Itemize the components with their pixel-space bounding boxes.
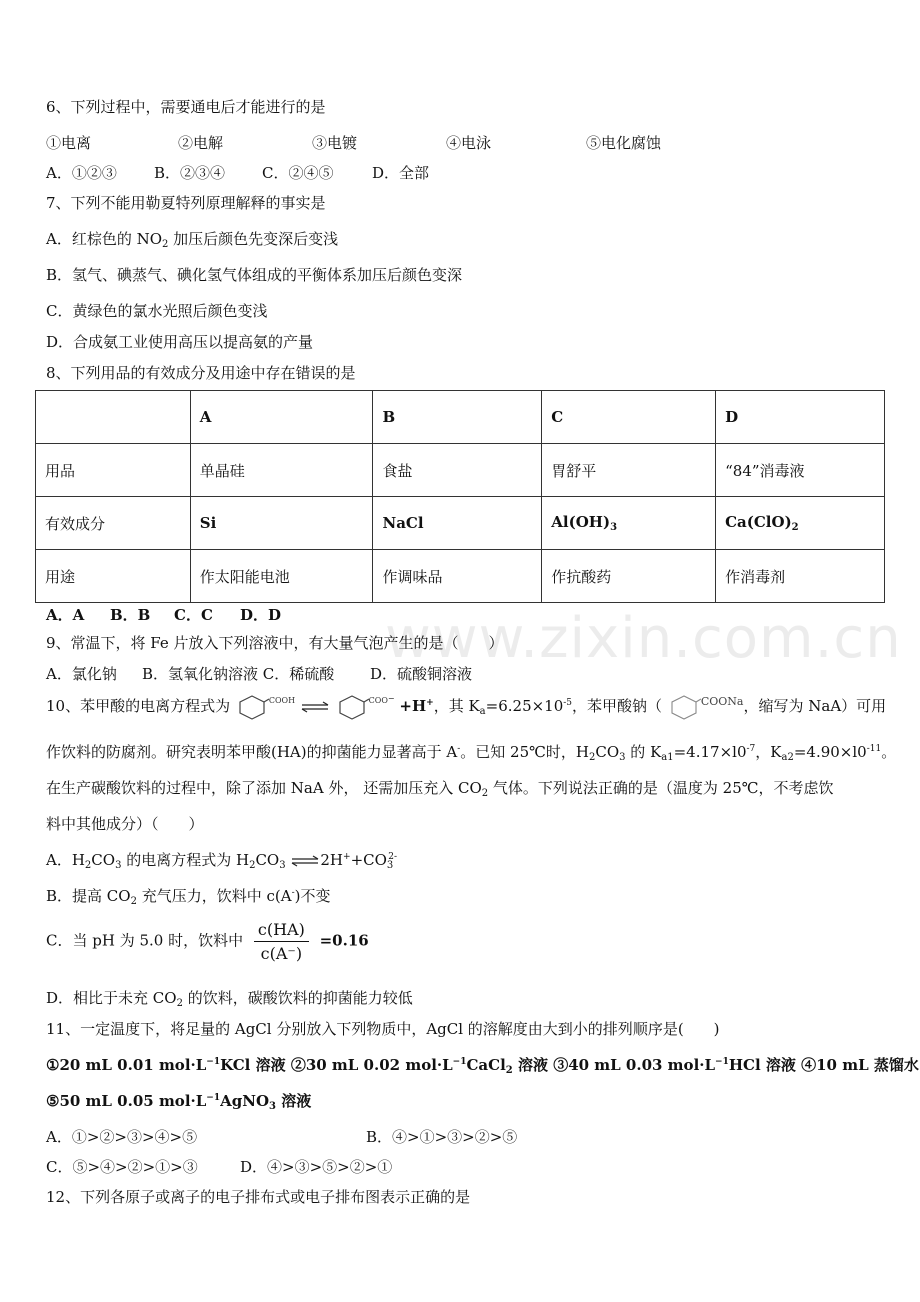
q8-cell — [36, 391, 191, 444]
q8-cell: A — [190, 391, 373, 444]
q11-option-b: B．④>①>③>②>⑤ — [366, 1128, 518, 1146]
q6-option-b: B．②③④ — [154, 164, 226, 182]
q6-options — [46, 162, 429, 183]
q8-option-b: B．B — [110, 606, 151, 624]
q8-option-c: C．C — [174, 606, 213, 624]
q9-stem: 9、常温下，将 Fe 片放入下列溶液中，有大量气泡产生的是（ ） — [46, 634, 504, 652]
q8-stem: 8、下列用品的有效成分及用途中存在错误的是 — [46, 364, 356, 382]
q7-option-b: B．氢气、碘蒸气、碘化氢气体组成的平衡体系加压后颜色变深 — [46, 266, 463, 284]
equilibrium-arrow-icon — [300, 700, 330, 714]
q8-option-a: A．A — [46, 606, 85, 624]
q6-stem: 6、下列过程中，需要通电后才能进行的是 — [46, 98, 326, 116]
q6-option-a: A．①②③ — [46, 164, 117, 182]
q6-item-3: ③电镀 — [312, 134, 358, 152]
q11-options-cd — [46, 1156, 392, 1177]
q12-stem: 12、下列各原子或离子的电子排布式或电子排布图表示正确的是 — [46, 1188, 471, 1206]
q8-cell: “84”消毒液 — [716, 444, 885, 497]
q8-cell: 用品 — [36, 444, 191, 497]
q8-table — [35, 390, 885, 603]
q9-option-a: A．氯化钠 — [46, 665, 117, 683]
q10-line-2: 作饮料的防腐剂。研究表明苯甲酸(HA)的抑菌能力显著高于 A-。已知 25℃时，$H_2CO_3$ 的 $K_{a1}=4.17\times l0^{-7}$，$K_{a2}=4.90\times l0^{-11}$。 — [46, 743, 897, 763]
q11-option-c: C．⑤>④>②>①>③ — [46, 1158, 198, 1176]
q8-row-item — [36, 444, 885, 497]
q8-cell: D — [716, 391, 885, 444]
q6-item-5: ⑤电化腐蚀 — [586, 134, 662, 152]
q6-option-d: D．全部 — [372, 164, 430, 182]
benzene-ring-icon — [235, 694, 269, 720]
q11-options-ab — [46, 1126, 517, 1147]
q8-cell: 单晶硅 — [190, 444, 373, 497]
q9-option-bc: B．氢氧化钠溶液 C．稀硫酸 — [142, 665, 335, 683]
q8-cell: B — [373, 391, 542, 444]
q6-item-2: ②电解 — [178, 134, 224, 152]
q8-cell: NaCl — [373, 497, 542, 550]
q8-cell: 用途 — [36, 550, 191, 603]
q11-option-a: A．①>②>③>④>⑤ — [46, 1128, 198, 1146]
q7-option-a: A．红棕色的 $NO_2$ 加压后颜色先变深后变浅 — [46, 230, 339, 250]
q10-line-1: 10、苯甲酸的电离方程式为 $^{COOH}$ $^{COO-}$ +H+，其 $K_a=6.25\times 10^{-5}$，苯甲酸钠（ $^{COONa}$，缩写为 NaA）可用 — [46, 694, 886, 720]
benzene-ring-icon — [667, 694, 701, 720]
q6-option-c: C．②④⑤ — [262, 164, 334, 182]
q8-cell: 作消毒剂 — [716, 550, 885, 603]
q8-cell: $Ca(ClO)_2$ — [716, 497, 885, 550]
q8-header-row — [36, 391, 885, 444]
q8-cell: 作太阳能电池 — [190, 550, 373, 603]
q9-option-d: D．硫酸铜溶液 — [370, 665, 473, 683]
benzene-ring-icon — [335, 694, 369, 720]
q11-items-line-2: ⑤50 mL 0.05 $mol\cdot L^{-1}AgNO_3$ 溶液 — [46, 1092, 312, 1112]
equilibrium-arrow-icon — [290, 854, 320, 868]
q11-stem: 11、一定温度下，将足量的 AgCl 分别放入下列物质中，AgCl 的溶解度由大到小的排列顺序是( ) — [46, 1020, 720, 1038]
q8-options — [46, 604, 281, 625]
q8-cell: Si — [190, 497, 373, 550]
q10-option-b: B．提高 $CO_2$ 充气压力，饮料中 c(A-)不变 — [46, 887, 331, 907]
q10-option-d: D．相比于未充 $CO_2$ 的饮料，碳酸饮料的抑菌能力较低 — [46, 989, 413, 1009]
q6-item-1: ①电离 — [46, 134, 92, 152]
q8-row-component — [36, 497, 885, 550]
q11-option-d: D．④>③>⑤>②>① — [240, 1158, 393, 1176]
q8-cell: C — [542, 391, 716, 444]
watermark: www.zixin.com.cn — [385, 606, 902, 671]
q8-cell: $Al(OH)_3$ — [542, 497, 716, 550]
ratio-fraction: $\frac{c(HA)}{c(A^-)}$ — [254, 920, 309, 963]
q10-option-c: C．当 pH 为 5.0 时，饮料中 $\frac{c(HA)}{c(A^-)}$ =0.16 — [46, 920, 369, 963]
q8-option-d: D．D — [240, 606, 282, 624]
q10-line-4: 料中其他成分）（ ） — [46, 815, 204, 833]
q7-option-d: D．合成氨工业使用高压以提高氨的产量 — [46, 333, 314, 351]
q8-cell: 作调味品 — [373, 550, 542, 603]
q6-item-4: ④电泳 — [446, 134, 492, 152]
q8-cell: 胃舒平 — [542, 444, 716, 497]
q8-cell: 食盐 — [373, 444, 542, 497]
q9-options — [46, 663, 472, 684]
q7-stem: 7、下列不能用勒夏特列原理解释的事实是 — [46, 194, 326, 212]
q10-option-a: A．$H_2CO_3$ 的电离方程式为 $H_2CO_3$ $2H^++CO_3^{2-}$ — [46, 851, 398, 871]
q11-items-line-1: ①20 mL 0.01 $mol\cdot L^{-1}KCl$ 溶液 ②30 mL 0.02 $mol\cdot L^{-1}CaCl_2$ 溶液 ③40 mL 0.03 $mol\cdot L^{-1}HCl$ 溶液 ④10 mL 蒸馏水 — [46, 1056, 919, 1076]
q8-cell: 作抗酸药 — [542, 550, 716, 603]
q8-row-use — [36, 550, 885, 603]
q7-option-c: C．黄绿色的氯水光照后颜色变浅 — [46, 302, 268, 320]
q6-items — [46, 132, 661, 153]
q8-cell: 有效成分 — [36, 497, 191, 550]
q10-line-3: 在生产碳酸饮料的过程中，除了添加 NaA 外， 还需加压充入 $CO_2$ 气体。下列说法正确的是（温度为 25℃，不考虑饮 — [46, 779, 834, 799]
